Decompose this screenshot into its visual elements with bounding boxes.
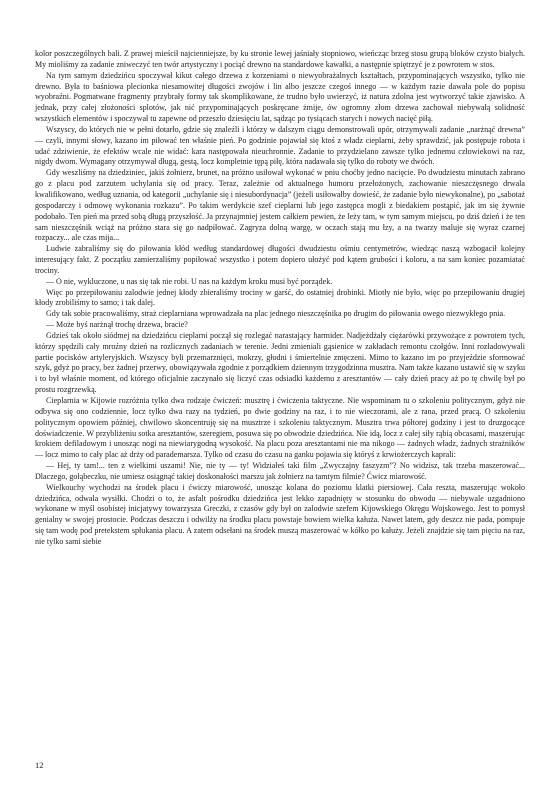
paragraph: kolor poszczególnych bali. Z prawej mieścił najcienniejsze, by ku stronie lewej jaśniały stopniowo, wieńcząc brzeg stosu grupą bloków czysto białych. My mioliśmy za zadanie zniweczyć ten twór artystyczny i pociąć drewno na standardowe kawałki, a następnie spiętrzyć je z powrotem w stos. bbox=[35, 49, 525, 69]
paragraph: Cieplarnia w Kijowie rozróżnia tylko dwa rodzaje ćwiczeń: musztrę i ćwiczenia taktyczne. Nie wspominam tu o szkoleniu politycznym, gdyż nie odbywa się ono codziennie, locz tylko dwa razy na tydzień, po dwie godziny na raz, i to nie wieczorami, ale z rana, przed pracą. O szkoleniu politycznym opowiem później, chwilowo skoncentruję się na musztrze i szkoleniu taktycznym. Musztra trwa półtorej godziny i jest to druzgocące doświadczenie. W przybliżeniu sotka aresztantów, szeregiem, posuwa się po obwodzie dziedzińca. Nie idą, locz z całej siły rąbią obcasami, maszerując krokiem defiladowym i unosząc nogi na niewiarygodną wysokość. Na placu poza aresztantami nie ma nikogo — żadnych władz, żadnych strażników — locz mimo to cały plac aż drży od parademarsza. Tylko od czasu do czasu na ganku pojawia się któryś z krwiożerczych kaprali: bbox=[35, 396, 525, 460]
paragraph: Ludwie zabraliśmy się do piłowania kłód według standardowej długości dwudziestu ośmiu centymetrów, wiedząc naszą wzbogacił kolejny interesujący fakt. Z początku zamierzaliśmy popiłować wszystko i potem dopiero ułożyć pod kątem grubości i koloru, a na sam koniec pozamiatać trociny. bbox=[35, 244, 525, 275]
paragraph: Więc po przepiłowaniu zalodwie jednej kłody zbieraliśmy trociny w garść, do ostatniej drobinki. Miotły nie było, więc po przepiłowaniu drugiej kłody zrobiliśmy to samo; i tak dalej. bbox=[35, 287, 525, 308]
paragraph: Wszyscy, do których nie w pełni dotarło, gdzie się znaleźli i którzy w dalszym ciągu demonstrowali upór, otrzymywali zadanie „narżnąć drewna” — czyli, innymi słowy, kazano im piłować ten właśnie pień. Po godzinie pojawiał się ktoś z władz cieplarni, żeby sprawdzić, jak postępuje robota i udać zdziwienie, że efektów wcale nie widać: kara następowała nieuchronnie. Zadanie to przydzielano zawsze tylko jednemu człowiekowi na raz, nigdy dwom. Wymagany otrzymywał długą, gestą, locz kompletnie tępą piłę, która nadawała się tylko do roboty we dwóch. bbox=[35, 124, 525, 167]
paragraph: Gdzieś tak około siódmej na dziedzińcu cieplarni począł się rozlegać narastający harmider. Nadjeżdżały ciężarówki przywożące z powrotem tych, którzy spędzili cały mroźny dzień na rozlicznych zadaniach w terenie. Jedni zmieniali gąsienice w zakładach remontu czołgów. Inni rozładowywali partie pocisków artyleryjskich. Wszyscy byli przemarznięci, mokrzy, głodni i śmiertelnie zmęczeni. Mimo to kazano im po przyjeździe sformować szyk, gdyż po pracy, bez żadnej przerwy, obowiązywała zgodnie z porządkiem dziennym trzygodzinna musztra. Nam także kazano ustawić się w szyku i to był właśnie moment, od którego oficjalnie zaczynało się liczyć czas odsiadki każdemu z aresztantów — cały dzień pracy aż po tę chwilę był po prostu rozgrzewką. bbox=[35, 330, 525, 395]
paragraph: Na tym samym dziedzińcu spoczywał kikut całego drzewa z korzeniami o niewyobrażalnych kształtach, przypominających wszystko, tylko nie drewno. Była to baśniowa plecionka niesamowitej długości zwojów i lin albo jeszcze czegoś innego — w każdym razie dawała pole do popisu wyobraźni. Pogmatwane fragmenty przybrały formy tak skomplikowane, że trudno było uwierzyć, iż natura zdolna jest wytworzyć takie zjawisko. A jednak, przy całej złożoności splotów, jak nić przypominających poskręcane żmije, ów ogromny złom drzewa zachował niebywałą solidność wszystkich elementów i spoczywał tu zapewne od przeszło dziesięciu lat, sądząc po tysiącach starych i nowych nacięć piłą. bbox=[35, 70, 525, 124]
paragraph: Gdy weszliśmy na dziedziniec, jakiś żołnierz, brunet, na próżno usiłował wykonać w pniu choćby jedno nacięcie. Po dwudziestu minutach zabrano go z placu pod zarzutem uchylania się od pracy. Teraz, zależnie od aktualnego humoru przełożonych, zachowanie nieszczęsnego drwala kwalifikowano, według uznania, od kategorii „uchylanie się i niesubordynacja” (jeżeli usiłowałby dowieść, że zadanie było niewykonalne), po „sabotaż gospodarczy i odmowę wykonania rozkazu”. Po takim werdykcie szef cieplarni lub jego zastępca mogli z biedakiem postąpić, jak im się żywnie podobało. Ten pień ma przed sobą długą przyszłość. Ja przynajmniej jestem całkiem pewien, że leży tam, w tym samym miejscu, po dziś dzień i że ten sam nieszczęśnik wciąż na próżno stara się go nadpiłować. Zagryza dolną wargę, w oczach stają mu łzy, a na twarzy maluje się wyraz czarnej rozpaczy... ale czas mija... bbox=[35, 168, 525, 243]
body-text bbox=[35, 49, 525, 548]
dialogue-line: — O nie, wykluczone, u nas się tak nie robi. U nas na każdym kroku musi być porządek. bbox=[46, 276, 333, 286]
page-number: 12 bbox=[35, 760, 44, 770]
dialogue-line: — Hej, ty tam!... ten z wielkimi uszami! Nie, nie ty — ty! Widziałeś taki film „Zwyczajny faszyzm”? No widzisz, tak trzeba maszerować... Dlaczego, gołąbeczku, nie umiesz osiągnąć takiej doskonałości marszu jak żołnierz na tamtym filmie? Ćwicz miarowość. bbox=[35, 461, 525, 481]
dialogue-line: — Może byś narżnął trochę drzewa, bracie? bbox=[46, 320, 188, 330]
paragraph: Wielkouchy wychodzi na środek placu i ćwiczy miarowość, unosząc kolana do poziomu klatki piersiowej. Cała reszta, maszerując wokoło dziedzińca, odwala wysiłki. Chodzi o to, że asfalt pośrodku dziedzińca jest lekko zapadnięty w stosunku do obwodu — niebywale uzgadniono wykonane w myśl osobistej inicjatywy towarzysza Greczki, z czasów gdy był on zalodwie szefem Kijowskiego Okręgu Wojskowego. Jest to pomysł genialny w swojej prostocie. Podczas deszczu i odwilży na środku placu powstaje bowiem wielka kałuża. Nawet latem, gdy deszcz nie pada, pompuje się tam wodę pod pretekstem spłukania placu. A zatem odsełani na środek muszą maszerować w kółko po kałuży. Jeżeli znajdzie się tam pięciu na raz, nie tylko sami siebie bbox=[35, 482, 525, 546]
paragraph: Gdy tak sobie pracowaliśmy, straż cieplarniana wprowadzała na plac jednego nieszczęśnika po drugim do piłowania owego niezwykłego pnia. bbox=[46, 309, 506, 319]
